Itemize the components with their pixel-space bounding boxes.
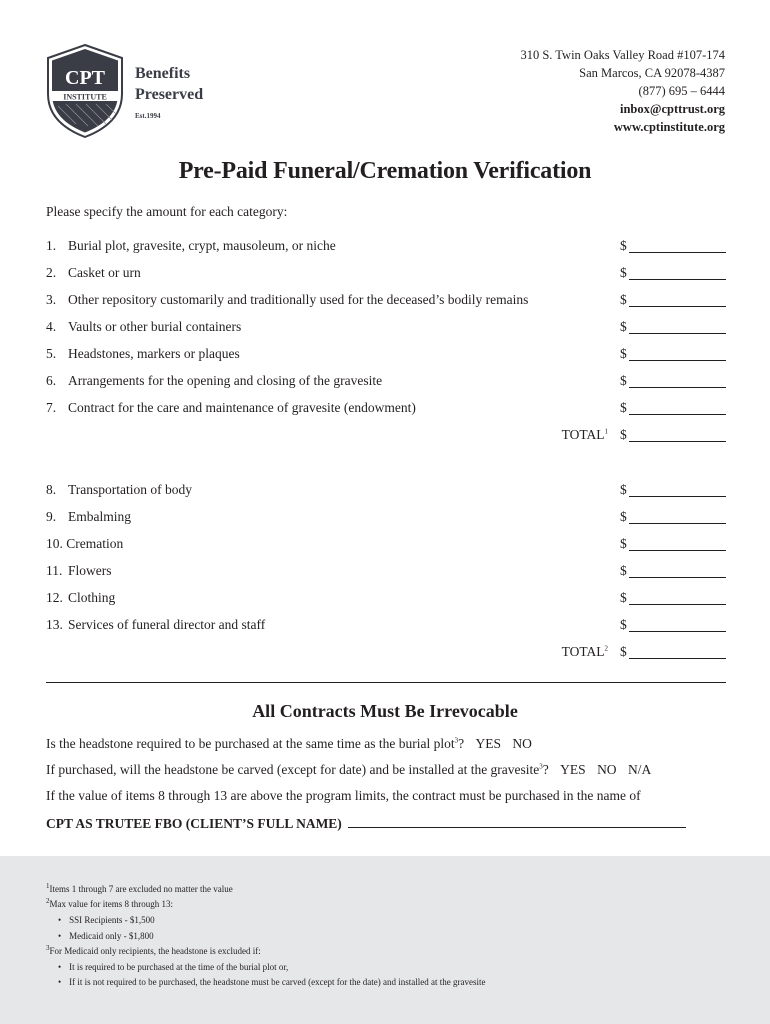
- headstone-question-2: If purchased, will the headstone be carved (except for date) and be installed at the gravesite$^3$? YES NO N/A: [46, 762, 652, 777]
- item-row-12: 12. Clothing $: [46, 590, 726, 610]
- footnotes-panel: [0, 856, 770, 1024]
- brand-name: [135, 63, 203, 121]
- address-line-2: San Marcos, CA 92078-4387: [579, 66, 725, 80]
- item-number: 6.: [46, 373, 57, 388]
- phone-number: (877) 695 – 6444: [638, 84, 725, 98]
- item-label: Arrangements for the opening and closing of the gravesite: [68, 373, 383, 388]
- section-divider: [46, 682, 726, 683]
- item-row-11: 11. Flowers $: [46, 563, 726, 583]
- item-row-9: 9. Embalming $: [46, 509, 726, 529]
- item-number: 3.: [46, 292, 57, 307]
- footnote-ref: 2: [604, 644, 608, 653]
- item-number: 7.: [46, 400, 57, 415]
- headstone-question-1: Is the headstone required to be purchased at the same time as the burial plot$^3$? YES NO: [46, 736, 532, 751]
- footnote-2: $^2$Max value for items 8 through 13:: [46, 897, 173, 909]
- established-year: Est.1994: [135, 112, 161, 120]
- footnote-ref: 3: [539, 762, 543, 771]
- page-title: Pre-Paid Funeral/Cremation Verification: [178, 158, 592, 184]
- item-number: 2.: [46, 265, 57, 280]
- footnote-3-bullet-1: • It is required to be purchased at the time of the burial plot or,: [58, 962, 288, 972]
- item-number: 12.: [46, 590, 63, 605]
- item-row-8: 8. Transportation of body $: [46, 482, 726, 502]
- item-label: Clothing: [68, 590, 116, 605]
- item-number: 11.: [46, 563, 63, 578]
- footnote-1: $^1$Items 1 through 7 are excluded no matter the value: [46, 882, 233, 894]
- item-number: 5.: [46, 346, 57, 361]
- trustee-label: CPT AS TRUTEE FBO (CLIENT’S FULL NAME): [46, 816, 342, 831]
- instructions-text: Please specify the amount for each category:: [46, 204, 288, 219]
- footnote-2-bullet-1: • SSI Recipients - $1,500: [58, 915, 155, 925]
- item-row-2: 2. Casket or urn $: [46, 265, 726, 285]
- option-no[interactable]: NO: [597, 762, 617, 777]
- item-label: Burial plot, gravesite, crypt, mausoleum, or niche: [68, 238, 336, 253]
- item-number: 10. Cremation: [46, 536, 124, 551]
- item-row-7: 7. Contract for the care and maintenance of gravesite (endowment) $: [46, 400, 726, 420]
- footnote-ref: 3: [454, 736, 459, 745]
- total-row-1: TOTAL$^1$ $: [46, 427, 726, 447]
- trustee-name-field: [46, 814, 686, 832]
- logo-text: CPT: [65, 67, 105, 89]
- item-number: 8.: [46, 482, 57, 497]
- item-number: 4.: [46, 319, 57, 334]
- item-row-1: 1. Burial plot, gravesite, crypt, mausoleum, or niche $: [46, 238, 726, 258]
- cpt-shield-logo: [46, 44, 124, 138]
- item-label: Embalming: [68, 509, 131, 524]
- item-label: Services of funeral director and staff: [68, 617, 266, 632]
- footnote-3-bullet-2: • If it is not required to be purchased, the headstone must be carved (except for the date) and installed at the gravesite: [58, 977, 486, 987]
- item-label: Headstones, markers or plaques: [68, 346, 240, 361]
- item-row-3: 3. Other repository customarily and traditionally used for the deceased’s bodily remains $: [46, 292, 726, 312]
- item-label: Other repository customarily and traditionally used for the deceased’s bodily remains: [68, 292, 529, 307]
- option-no[interactable]: NO: [512, 736, 532, 751]
- item-number: 9.: [46, 509, 57, 524]
- website-link[interactable]: www.cptinstitute.org: [613, 120, 725, 134]
- contracts-heading: All Contracts Must Be Irrevocable: [252, 701, 518, 721]
- item-row-6: 6. Arrangements for the opening and closing of the gravesite $: [46, 373, 726, 393]
- footnote-ref: 1: [604, 427, 608, 436]
- item-row-10: 10. Cremation $: [46, 536, 726, 556]
- item-label: Vaults or other burial containers: [68, 319, 242, 334]
- item-label: Transportation of body: [68, 482, 192, 497]
- item-row-13: 13. Services of funeral director and staff $: [46, 617, 726, 637]
- option-yes[interactable]: YES: [475, 736, 502, 751]
- item-label: Casket or urn: [68, 265, 141, 280]
- total-label: TOTAL$^2$: [561, 644, 608, 659]
- address-line-1: 310 S. Twin Oaks Valley Road #107-174: [520, 48, 725, 62]
- item-label: Flowers: [68, 563, 112, 578]
- contact-block: [520, 46, 725, 136]
- item-number: 1.: [46, 238, 57, 253]
- option-yes[interactable]: YES: [560, 762, 586, 777]
- logo-banner: INSTITUTE: [63, 92, 107, 102]
- brand-line-1: Benefits: [135, 65, 191, 82]
- footnote-3: $^3$For Medicaid only recipients, the headstone is excluded if:: [46, 944, 261, 956]
- item-row-4: 4. Vaults or other burial containers $: [46, 319, 726, 339]
- option-na[interactable]: N/A: [627, 762, 652, 777]
- footnote-2-bullet-2: • Medicaid only - $1,800: [58, 931, 154, 941]
- client-name-input[interactable]: [348, 814, 686, 828]
- email-link[interactable]: inbox@cpttrust.org: [619, 102, 725, 116]
- item-row-5: 5. Headstones, markers or plaques $: [46, 346, 726, 366]
- item-number: 13.: [46, 617, 63, 632]
- total-label: TOTAL$^1$: [561, 427, 608, 442]
- program-limits-text: If the value of items 8 through 13 are above the program limits, the contract must be purchased in the name of: [46, 788, 641, 803]
- total-row-2: TOTAL$^2$ $: [46, 644, 726, 664]
- item-label: Contract for the care and maintenance of gravesite (endowment): [68, 400, 416, 415]
- brand-line-2: Preserved: [135, 86, 204, 103]
